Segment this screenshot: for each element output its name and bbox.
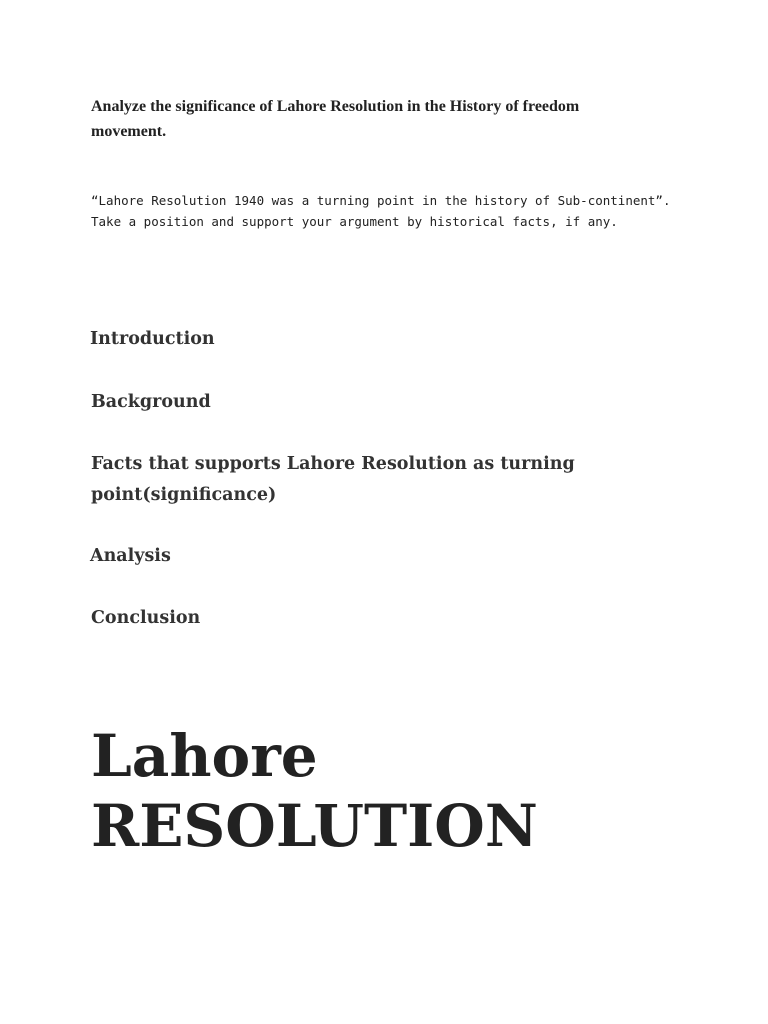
heading-facts: Facts that supports Lahore Resolution as turning point(significance) <box>91 454 575 505</box>
title-line-1: Lahore <box>91 722 318 790</box>
quote-text: “Lahore Resolution 1940 was a turning point in the history of Sub-continent”. Take a position and support your argument by historical facts, if any. <box>91 193 671 229</box>
heading-conclusion: Conclusion <box>91 608 201 628</box>
heading-introduction: Introduction <box>90 329 215 349</box>
heading-background: Background <box>91 392 211 412</box>
question-text: Analyze the significance of Lahore Resolution in the History of freedom movement. <box>91 98 580 140</box>
document-title <box>91 721 538 861</box>
heading-analysis: Analysis <box>90 546 171 566</box>
title-line-2: RESOLUTION <box>91 792 538 860</box>
